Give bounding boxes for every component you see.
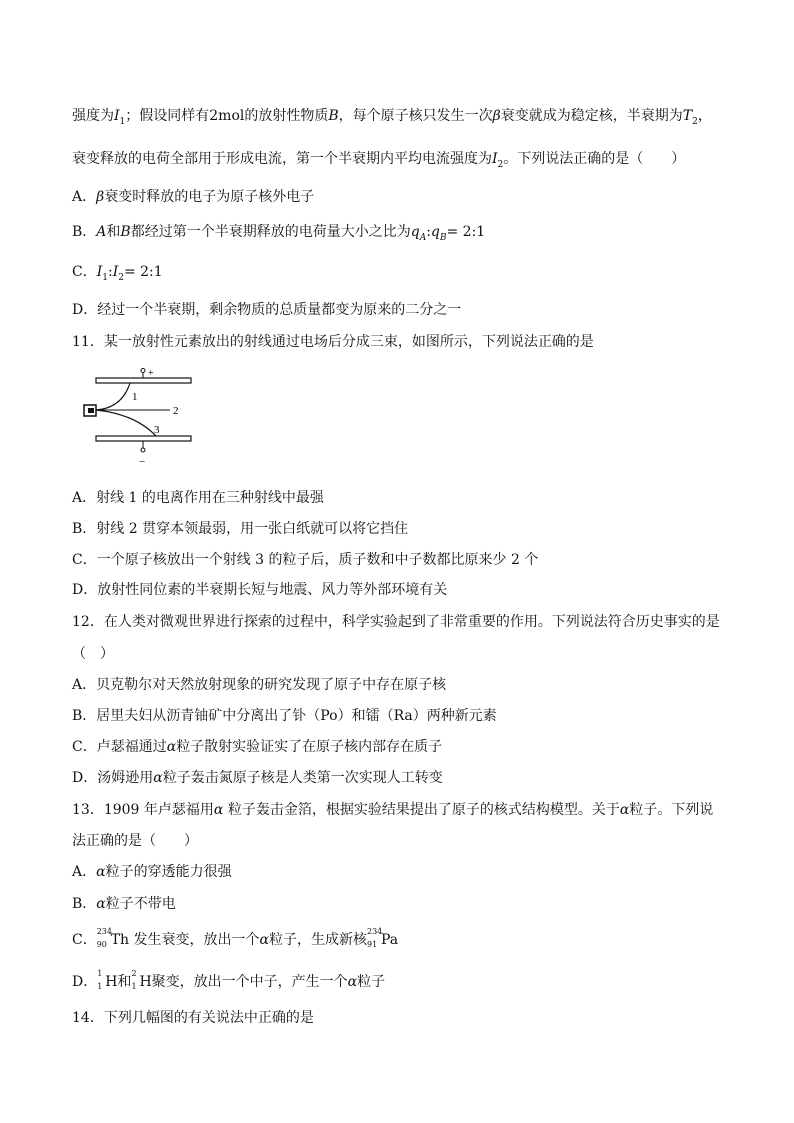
h2-isotope-notation: 2 1 (131, 969, 137, 991)
q12-option-d: D．汤姆逊用α粒子轰击氮原子核是人类第一次实现人工转变 (72, 770, 443, 786)
q14-stem: 14．下列几幅图的有关说法中正确的是 (72, 1010, 314, 1026)
upper-plate (96, 378, 191, 383)
electric-field-diagram (80, 366, 210, 471)
q11-option-c: C．一个原子核放出一个射线 3 的粒子后，质子数和中子数都比原来少 2 个 (72, 552, 539, 568)
ray-3 (96, 410, 156, 436)
q10-line-1: 强度为$I_1$；假设同样有2mol的放射性物质B，每个原子核只发生一次β衰变就成为稳定核，半衰期为$T_2$， (72, 108, 712, 127)
q12-option-c: C．卢瑟福通过α粒子散射实验证实了在原子核内部存在质子 (72, 739, 443, 755)
lower-plate (96, 436, 191, 441)
q10-option-b: B．A和B都经过第一个半衰期释放的电荷量大小之比为$q_A:q_B=$ 2:1 (72, 224, 486, 243)
q12-option-a: A．贝克勒尔对天然放射现象的研究发现了原子中存在原子核 (72, 677, 447, 693)
q12-stem: 12．在人类对微观世界进行探索的过程中，科学实验起到了非常重要的作用。下列说法符合历史事实的是 (72, 614, 720, 630)
q11-figure (80, 366, 210, 475)
q11-option-d: D．放射性同位素的半衰期长短与地震、风力等外部环境有关 (72, 582, 448, 598)
lower-terminal-node (141, 448, 145, 452)
th-isotope-notation: 234 90 (96, 927, 112, 949)
q13-option-a: A．α粒子的穿透能力很强 (72, 864, 232, 880)
q11-stem: 11．某一放射性元素放出的射线通过电场后分成三束，如图所示，下列说法正确的是 (72, 334, 594, 350)
q12-option-b: B．居里夫妇从沥青铀矿中分离出了钋（Po）和镭（Ra）两种新元素 (72, 708, 497, 724)
plus-sign: + (148, 368, 154, 379)
q10-line-2: 衰变释放的电荷全部用于形成电流，第一个半衰期内平均电流强度为$I_2$。下列说法正确的是（ ） (72, 151, 686, 170)
ray-3-label: 3 (154, 424, 160, 436)
source-core (88, 408, 94, 413)
q11-option-b: B．射线 2 贯穿本领最弱，用一张白纸就可以将它挡住 (72, 521, 409, 537)
q10-option-c: C．$I_1:I_2=$ 2:1 (72, 264, 163, 283)
q13-stem-1: 13．1909 年卢瑟福用α 粒子轰击金箔，根据实验结果提出了原子的核式结构模型。关于α粒子。下列说 (72, 802, 714, 818)
pa-isotope-notation: 234 91 (367, 927, 383, 949)
q10-option-a: A．β衰变时释放的电子为原子核外电子 (72, 189, 315, 205)
q13-option-d: D． 1 1 H和 2 1 H聚变，放出一个中子，产生一个α粒子 (72, 969, 386, 991)
ray-2-label: 2 (173, 405, 179, 417)
q12-paren: （ ） (72, 646, 114, 662)
upper-terminal-node (141, 369, 145, 373)
ray-1 (96, 383, 130, 410)
q13-option-b: B．α粒子不带电 (72, 896, 176, 912)
q13-option-c: C． 234 90 Th 发生衰变，放出一个α粒子，生成新核 234 91 Pa (72, 927, 399, 949)
h1-isotope-notation: 1 1 (97, 969, 103, 991)
minus-sign: − (139, 456, 146, 468)
ray-1-label: 1 (132, 391, 138, 403)
q11-option-a: A．射线 1 的电离作用在三种射线中最强 (72, 490, 324, 506)
q10-option-d: D．经过一个半衰期，剩余物质的总质量都变为原来的二分之一 (72, 302, 462, 318)
q13-stem-2: 法正确的是（ ） (72, 833, 198, 849)
